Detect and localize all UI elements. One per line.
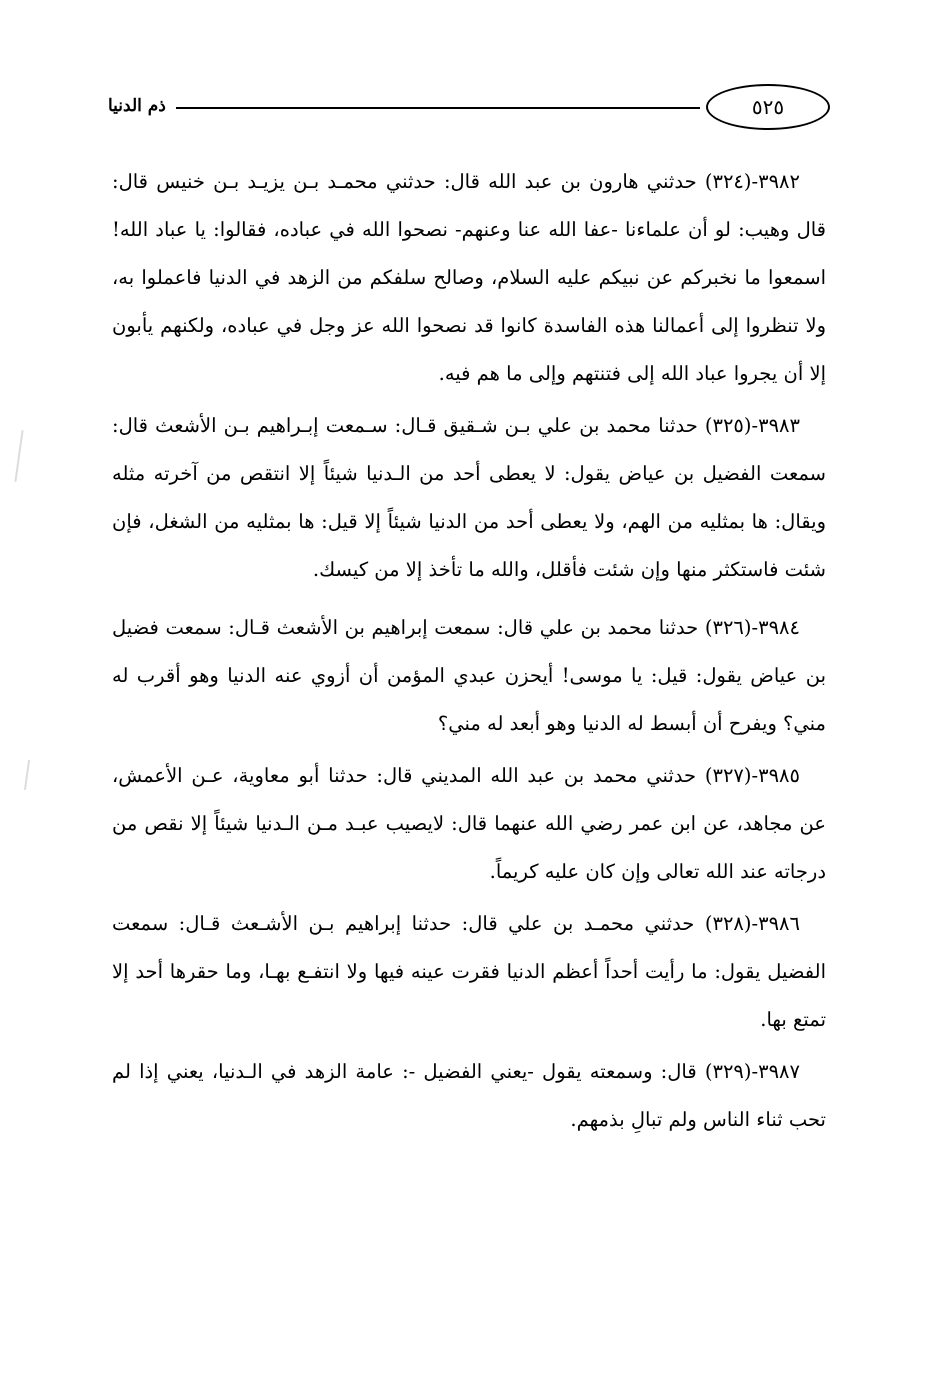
page-number-badge: ٥٢٥: [706, 84, 830, 130]
hadith-number: ٣٩٨٤-(٣٢٦): [704, 616, 800, 639]
header-divider: [176, 107, 700, 109]
hadith-text: حدثنا محمد بن علي قال: سمعت إبراهيم بن الأشعث قـال: سمعت فضيل بن عياض يقول: قيل: يا موسى! أيحزن عبدي المؤمن أن أزوي عنه الدنيا وهو أقرب له مني؟ ويفرح أن أبسط له الدنيا وهو أبعد له مني؟: [112, 616, 826, 735]
header-title: ذم الدنيا: [108, 96, 166, 116]
scan-edge-mark: [24, 760, 30, 790]
scan-edge-mark: [14, 430, 23, 482]
hadith-number: ٣٩٨٧-(٣٢٩): [704, 1060, 800, 1083]
hadith-paragraph: [112, 604, 826, 748]
hadith-number: ٣٩٨٥-(٣٢٧): [704, 764, 800, 787]
hadith-text: حدثني محمد بن عبد الله المديني قال: حدثنا أبو معاوية، عـن الأعمش، عن مجاهد، عن ابن عمر رضي الله عنهما قال: لايصيب عبـد مـن الـدنيا شيئاً إلا نقص من درجاته عند الله تعالى وإن كان عليه كريماً.: [112, 764, 826, 883]
hadith-number: ٣٩٨٣-(٣٢٥): [704, 414, 800, 437]
hadith-paragraph: [112, 158, 826, 398]
hadith-text: حدثني هارون بن عبد الله قال: حدثني محمـد بـن يزيـد بـن خنيس قال: قال وهيب: لو أن علماءنا -عفا الله عنا وعنهم- نصحوا الله في عباده، فقالوا: يا عباد الله! اسمعوا ما نخبركم عن نبيكم عليه السلام، وصالح سلفكم من الزهد في الدنيا فاعملوا به، ولا تنظروا إلى أعمالنا هذه الفاسدة كانوا قد نصحوا الله عز وجل في عباده، ولكنهم يأبون إلا أن يجروا عباد الله إلى فتنتهم وإلى ما هم فيه.: [112, 170, 826, 385]
hadith-paragraph: [112, 900, 826, 1044]
hadith-text: حدثنا محمد بن علي بـن شـقيق قـال: سـمعت إبـراهيم بـن الأشعث قال: سمعت الفضيل بن عياض يقول: لا يعطى أحد من الـدنيا شيئاً إلا انتقص من آخرته مثله ويقال: ها بمثليه من الهم، ولا يعطى أحد من الدنيا شيئاً إلا قيل: ها بمثليه من الشغل، فإن شئت فاستكثر منها وإن شئت فأقلل، والله ما تأخذ إلا من كيسك.: [112, 414, 826, 581]
hadith-number: ٣٩٨٦-(٣٢٨): [704, 912, 800, 935]
hadith-text: قال: وسمعته يقول -يعني الفضيل -: عامة الزهد في الـدنيا، يعني إذا لم تحب ثناء الناس ولم تبالِ بذمهم.: [112, 1060, 826, 1131]
page-header: [108, 82, 830, 132]
page-body: [112, 158, 826, 1148]
hadith-paragraph: [112, 752, 826, 896]
hadith-paragraph: [112, 1048, 826, 1144]
hadith-number: ٣٩٨٢-(٣٢٤): [704, 170, 800, 193]
hadith-paragraph: [112, 402, 826, 594]
hadith-text: حدثني محمـد بن علي قال: حدثنا إبراهيم بـن الأشـعث قـال: سمعت الفضيل يقول: ما رأيت أحداً أعظم الدنيا فقرت عينه فيها ولا انتفـع بهـا، وما حقرها أحد إلا تمتع بها.: [112, 912, 826, 1031]
